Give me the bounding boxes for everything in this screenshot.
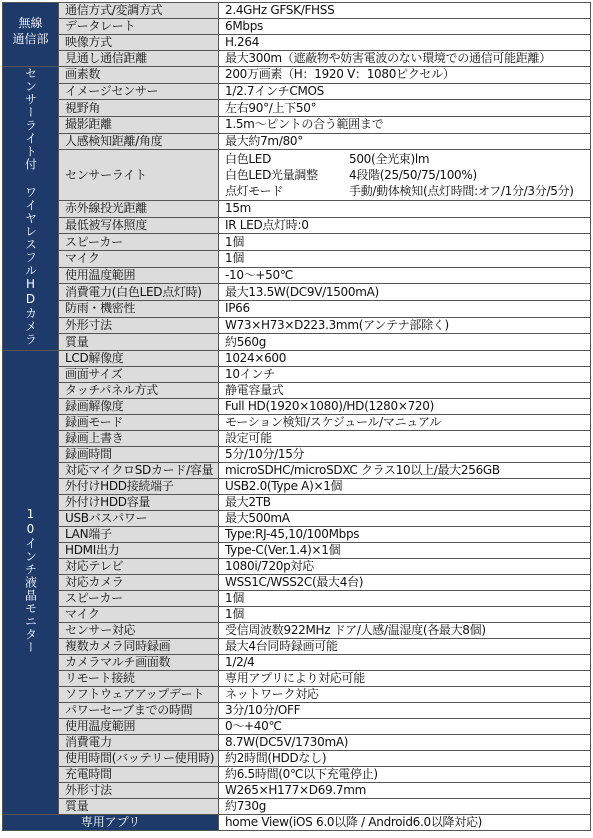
spec-key: 対応カメラ — [59, 575, 219, 591]
spec-key: 外形寸法 — [59, 317, 219, 334]
footer-key: 専用アプリ — [3, 815, 219, 831]
spec-key: 見通し通信距離 — [59, 51, 219, 67]
spec-value: -10〜+50℃ — [219, 267, 591, 284]
spec-key: USBバスパワー — [59, 511, 219, 527]
spec-row — [3, 399, 591, 415]
spec-value: 左右90°/上下50° — [219, 100, 591, 117]
spec-key: 充電時間 — [59, 767, 219, 783]
spec-row — [3, 671, 591, 687]
spec-key: LCD解像度 — [59, 351, 219, 367]
spec-value: 約730g — [219, 799, 591, 815]
spec-key: センサーライト — [59, 150, 219, 201]
spec-row — [3, 267, 591, 284]
spec-key: 人感検知距離/角度 — [59, 133, 219, 150]
spec-row — [3, 201, 591, 218]
spec-row — [3, 415, 591, 431]
spec-row — [3, 799, 591, 815]
spec-row — [3, 284, 591, 301]
spec-key: マイク — [59, 607, 219, 623]
spec-value: 1個 — [219, 251, 591, 268]
spec-key: スピーカー — [59, 234, 219, 251]
spec-key: データレート — [59, 19, 219, 35]
spec-row — [3, 479, 591, 495]
spec-value: 約2時間(HDDなし) — [219, 751, 591, 767]
spec-subrow — [225, 183, 584, 199]
spec-value: 専用アプリにより対応可能 — [219, 671, 591, 687]
spec-row — [3, 19, 591, 35]
section-header — [3, 351, 59, 815]
section-header: 無線 通信部 — [3, 3, 59, 67]
spec-key: 使用時間(バッテリー使用時) — [59, 751, 219, 767]
spec-row — [3, 116, 591, 133]
spec-key: 映像方式 — [59, 35, 219, 51]
spec-row — [3, 767, 591, 783]
spec-subrow — [225, 167, 584, 183]
spec-row — [3, 591, 591, 607]
spec-value: 1個 — [219, 234, 591, 251]
spec-value: 受信周波数922MHz ドア/人感/温湿度(各最大8個) — [219, 623, 591, 639]
spec-key: カメラマルチ画面数 — [59, 655, 219, 671]
spec-value: 1080i/720p対応 — [219, 559, 591, 575]
spec-key: 防雨・機密性 — [59, 301, 219, 318]
spec-row — [3, 575, 591, 591]
spec-row — [3, 703, 591, 719]
spec-subkey: 点灯モード — [225, 184, 284, 199]
spec-value: 約560g — [219, 334, 591, 351]
spec-value: 200万画素（H：1920 V：1080ピクセル） — [219, 67, 591, 84]
spec-row — [3, 607, 591, 623]
spec-value: Type-C(Ver.1.4)×1個 — [219, 543, 591, 559]
spec-row — [3, 383, 591, 399]
spec-key: 対応テレビ — [59, 559, 219, 575]
footer-row — [3, 815, 591, 831]
spec-row — [3, 623, 591, 639]
spec-row — [3, 639, 591, 655]
spec-value: 5分/10分/15分 — [219, 447, 591, 463]
spec-subvalue: 500(全光束)lm — [349, 152, 430, 167]
spec-value: 最大4台同時録画可能 — [219, 639, 591, 655]
spec-value: 1024×600 — [219, 351, 591, 367]
spec-value: 最大500mA — [219, 511, 591, 527]
spec-value — [219, 150, 591, 201]
spec-value: 10インチ — [219, 367, 591, 383]
spec-row — [3, 251, 591, 268]
spec-row — [3, 783, 591, 799]
spec-value: 最大2TB — [219, 495, 591, 511]
spec-value: IR LED点灯時:0 — [219, 217, 591, 234]
spec-value: 静電容量式 — [219, 383, 591, 399]
spec-key: イメージセンサー — [59, 83, 219, 100]
spec-row — [3, 51, 591, 67]
spec-key: タッチパネル方式 — [59, 383, 219, 399]
spec-row — [3, 367, 591, 383]
spec-row — [3, 83, 591, 100]
spec-row — [3, 334, 591, 351]
spec-value: 1個 — [219, 607, 591, 623]
spec-value: 8.7W(DC5V/1730mA) — [219, 735, 591, 751]
spec-subvalue: 4段階(25/50/75/100%) — [349, 168, 477, 183]
spec-key: 通信方式/変調方式 — [59, 3, 219, 19]
spec-table — [2, 2, 591, 831]
spec-subrow — [225, 151, 584, 167]
spec-row — [3, 495, 591, 511]
spec-row — [3, 317, 591, 334]
spec-row — [3, 3, 591, 19]
spec-row — [3, 35, 591, 51]
spec-row — [3, 655, 591, 671]
spec-key: マイク — [59, 251, 219, 268]
spec-value: IP66 — [219, 301, 591, 318]
spec-value: 1/2/4 — [219, 655, 591, 671]
spec-key: 使用温度範囲 — [59, 719, 219, 735]
spec-key: 画素数 — [59, 67, 219, 84]
spec-value: Full HD(1920×1080)/HD(1280×720) — [219, 399, 591, 415]
spec-value: 約6.5時間(0℃以下充電停止) — [219, 767, 591, 783]
spec-value: Type:RJ-45,10/100Mbps — [219, 527, 591, 543]
spec-key: 対応マイクロSDカード/容量 — [59, 463, 219, 479]
spec-key: LAN端子 — [59, 527, 219, 543]
footer-value: home View(iOS 6.0以降 / Android6.0以降対応) — [219, 815, 591, 831]
spec-key: パワーセーブまでの時間 — [59, 703, 219, 719]
section-header — [3, 67, 59, 351]
spec-key: 視野角 — [59, 100, 219, 117]
spec-row — [3, 431, 591, 447]
spec-key: 外付けHDD接続端子 — [59, 479, 219, 495]
spec-value: W265×H177×D69.7mm — [219, 783, 591, 799]
spec-row — [3, 543, 591, 559]
spec-key: 撮影距離 — [59, 116, 219, 133]
spec-key: リモート接続 — [59, 671, 219, 687]
spec-value: 最大約7m/80° — [219, 133, 591, 150]
spec-row — [3, 447, 591, 463]
spec-value: ネットワーク対応 — [219, 687, 591, 703]
spec-row — [3, 100, 591, 117]
spec-key: 録画時間 — [59, 447, 219, 463]
spec-row — [3, 527, 591, 543]
spec-key: 使用温度範囲 — [59, 267, 219, 284]
spec-value: 1/2.7インチCMOS — [219, 83, 591, 100]
spec-value: モーション検知/スケジュール/マニュアル — [219, 415, 591, 431]
spec-value: WSS1C/WSS2C(最大4台) — [219, 575, 591, 591]
spec-value: 1.5m〜ピントの合う範囲まで — [219, 116, 591, 133]
spec-value: 最大300m（遮蔽物や妨害電波のない環境での通信可能距離） — [219, 51, 591, 67]
spec-row — [3, 301, 591, 318]
spec-subkey: 白色LED光量調整 — [225, 168, 318, 183]
spec-row — [3, 67, 591, 84]
spec-key: 外付けHDD容量 — [59, 495, 219, 511]
spec-key: 質量 — [59, 799, 219, 815]
spec-row — [3, 719, 591, 735]
spec-row — [3, 351, 591, 367]
spec-value: H.264 — [219, 35, 591, 51]
spec-row — [3, 559, 591, 575]
spec-key: 赤外線投光距離 — [59, 201, 219, 218]
spec-key: 画面サイズ — [59, 367, 219, 383]
spec-key: センサー対応 — [59, 623, 219, 639]
spec-row — [3, 463, 591, 479]
spec-key: 消費電力(白色LED点灯時) — [59, 284, 219, 301]
spec-row — [3, 511, 591, 527]
spec-value: 3分/10分/OFF — [219, 703, 591, 719]
spec-key: スピーカー — [59, 591, 219, 607]
spec-value: 最大13.5W(DC9V/1500mA) — [219, 284, 591, 301]
spec-subkey: 白色LED — [225, 152, 272, 167]
spec-key: 消費電力 — [59, 735, 219, 751]
spec-value: microSDHC/microSDXC クラス10以上/最大256GB — [219, 463, 591, 479]
section-title: センサーライト付 ワイヤレスフルHDカメラ — [23, 67, 38, 346]
spec-value: 1個 — [219, 591, 591, 607]
section-title: 10インチ液晶モニター — [23, 507, 38, 654]
spec-key: 録画モード — [59, 415, 219, 431]
spec-row — [3, 150, 591, 201]
spec-subvalue: 手動/動体検知(点灯時間:オフ/1分/3分/5分) — [349, 184, 574, 199]
spec-key: 録画解像度 — [59, 399, 219, 415]
spec-value: 15m — [219, 201, 591, 218]
spec-value: 6Mbps — [219, 19, 591, 35]
spec-key: 録画上書き — [59, 431, 219, 447]
spec-value: USB2.0(Type A)×1個 — [219, 479, 591, 495]
spec-key: ソフトウェアアップデート — [59, 687, 219, 703]
spec-row — [3, 234, 591, 251]
spec-value: 0〜+40℃ — [219, 719, 591, 735]
spec-row — [3, 687, 591, 703]
spec-key: 外形寸法 — [59, 783, 219, 799]
spec-key: 複数カメラ同時録画 — [59, 639, 219, 655]
spec-value: W73×H73×D223.3mm(アンテナ部除く) — [219, 317, 591, 334]
spec-row — [3, 735, 591, 751]
spec-key: 最低被写体照度 — [59, 217, 219, 234]
spec-key: 質量 — [59, 334, 219, 351]
spec-row — [3, 133, 591, 150]
spec-key: HDMI出力 — [59, 543, 219, 559]
spec-value: 設定可能 — [219, 431, 591, 447]
spec-row — [3, 751, 591, 767]
spec-value: 2.4GHz GFSK/FHSS — [219, 3, 591, 19]
spec-table-body — [3, 3, 591, 831]
spec-row — [3, 217, 591, 234]
